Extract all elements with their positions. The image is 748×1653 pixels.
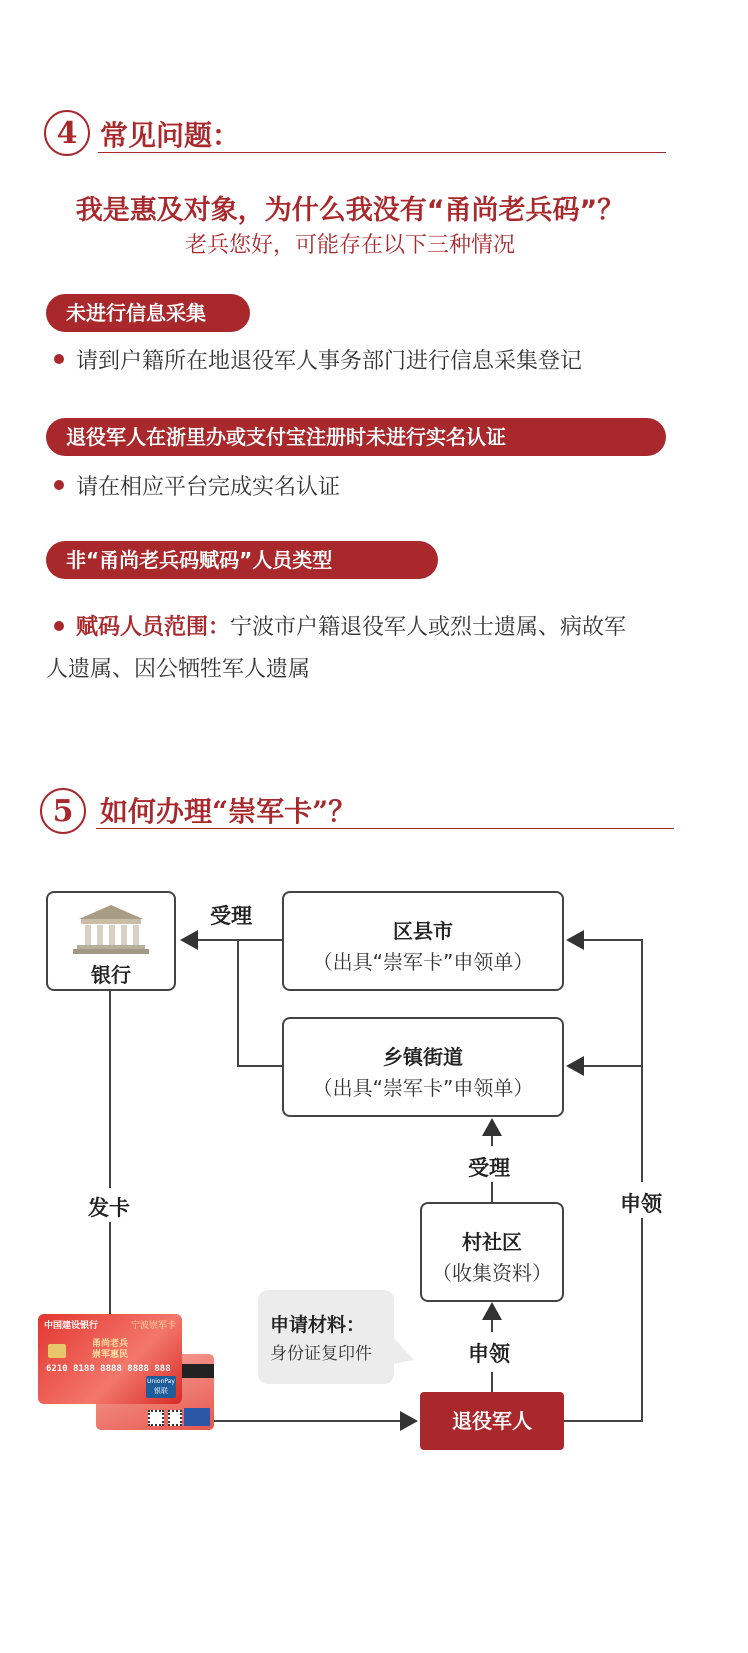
town-box — [282, 1017, 564, 1117]
county-sub: （出具“崇军卡”申领单） — [312, 950, 534, 974]
case-tag-1: 未进行信息采集 — [46, 294, 250, 332]
arrow-right-veteran — [400, 1411, 418, 1431]
town-sub: （出具“崇军卡”申领单） — [312, 1076, 534, 1100]
arrow-left-bank — [180, 930, 198, 950]
case-text-2: 请在相应平台完成实名认证 — [76, 475, 341, 500]
qr-code-icon — [148, 1410, 164, 1426]
county-title: 区县市 — [393, 919, 453, 943]
arrow-left-town — [566, 1056, 584, 1076]
card-bank-name: 中国建设银行 — [44, 1321, 99, 1331]
case-tag-3: 非“甬尚老兵码赋码”人员类型 — [46, 541, 438, 579]
qr-code-icon — [168, 1410, 182, 1426]
card-logo-badge — [184, 1408, 210, 1426]
card-number: 6210 8188 8888 8888 888 — [46, 1364, 171, 1374]
bank-box — [46, 891, 176, 991]
case-text-3-line2: 人遗属、因公牺牲军人遗属 — [46, 657, 311, 682]
card-front — [38, 1314, 182, 1404]
section-5-number: 5 — [40, 788, 86, 834]
materials-title: 申请材料： — [270, 1314, 366, 1336]
village-box — [420, 1202, 564, 1302]
scope-text: 宁波市户籍退役军人或烈士遗属、病故军 — [230, 615, 627, 640]
case-tag-2: 退役军人在浙里办或支付宝注册时未进行实名认证 — [46, 418, 666, 456]
village-title: 村社区 — [462, 1230, 522, 1254]
case-text-1: 请到户籍所在地退役军人事务部门进行信息采集登记 — [76, 349, 583, 374]
bubble-tail — [392, 1336, 418, 1368]
arrow-up-town — [482, 1118, 502, 1136]
faq-question: 我是惠及对象，为什么我没有“甬尚老兵码”？ — [75, 195, 625, 226]
arrow-up-village — [482, 1302, 502, 1320]
scope-label: 赋码人员范围： — [76, 615, 231, 640]
label-apply-right: 申领 — [620, 1192, 662, 1216]
bank-label: 银行 — [91, 963, 131, 987]
section-4-title: 常见问题： — [100, 119, 241, 152]
unionpay-cn: 银联 — [154, 1387, 168, 1395]
bank-building-icon — [73, 901, 149, 955]
arrow-left-county — [566, 930, 584, 950]
county-box — [282, 891, 564, 991]
label-issue: 发卡 — [88, 1196, 130, 1220]
veteran-box: 退役军人 — [420, 1392, 564, 1450]
town-title: 乡镇街道 — [383, 1045, 463, 1069]
card-slogan-1: 甬尚老兵 — [92, 1339, 129, 1349]
card-chip-icon — [48, 1344, 66, 1358]
card-slogan-2: 崇军惠民 — [92, 1350, 129, 1360]
materials-text: 身份证复印件 — [270, 1344, 372, 1364]
unionpay-text: UnionPay — [147, 1378, 175, 1385]
label-accept-top: 受理 — [210, 904, 252, 928]
unionpay-logo — [146, 1376, 176, 1398]
section-5-title: 如何办理“崇军卡”？ — [100, 795, 357, 828]
village-sub: （收集资料） — [432, 1261, 552, 1285]
label-apply-mid: 申领 — [468, 1342, 510, 1366]
label-accept-mid: 受理 — [468, 1156, 510, 1180]
materials-bubble — [258, 1290, 394, 1384]
card-name: 宁波崇军卡 — [130, 1321, 176, 1331]
faq-subtitle: 老兵您好，可能存在以下三种情况 — [184, 233, 515, 258]
section-4-number: 4 — [44, 110, 90, 156]
